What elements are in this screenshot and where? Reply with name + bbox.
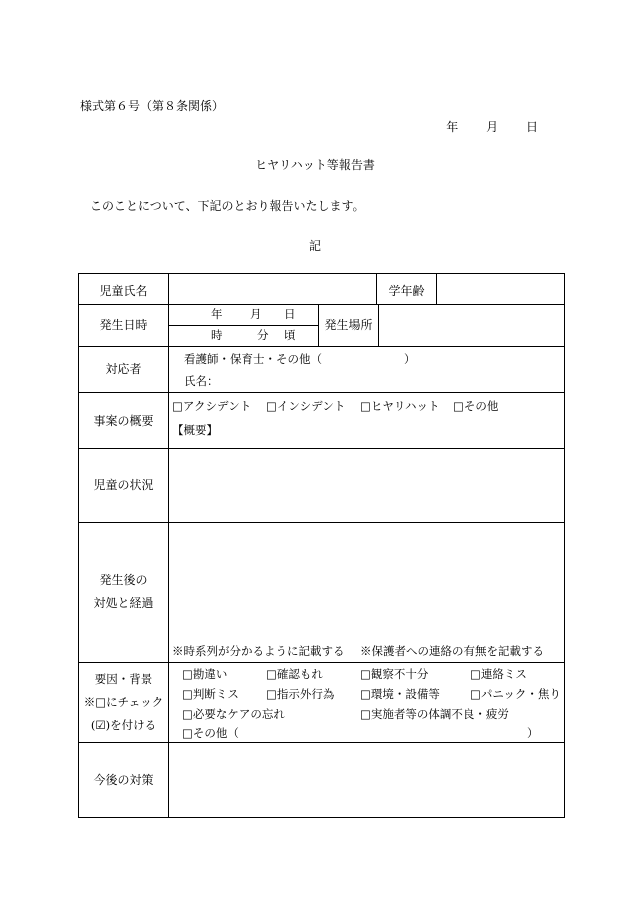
row-divider	[79, 522, 564, 523]
form-number: 様式第６号（第８条関係）	[80, 99, 225, 113]
cause-option: □連絡ミス	[470, 667, 527, 681]
document-title: ヒヤリハット等報告書	[255, 158, 375, 172]
cause-label-line2: ※□にチェック	[83, 695, 164, 709]
date-day: 日	[525, 120, 538, 134]
row-divider	[79, 346, 564, 347]
grade-divider	[436, 274, 437, 304]
grade-label: 学年齢	[388, 284, 425, 298]
date-month: 月	[486, 120, 499, 134]
child-status-label: 児童の状況	[93, 478, 154, 492]
time-approx-field: 頃	[284, 328, 296, 342]
summary-option-hiyarihatto: □ヒヤリハット	[360, 399, 440, 413]
cause-option: □勘違い	[182, 667, 228, 681]
place-label: 発生場所	[324, 318, 373, 332]
cause-label	[79, 668, 168, 737]
intro-text: このことについて、下記のとおり報告いたします。	[90, 199, 365, 213]
cause-option: □指示外行為	[266, 687, 335, 701]
responder-label: 対応者	[105, 362, 142, 376]
aftermath-note-timeline: ※時系列が分かるように記載する	[172, 644, 345, 658]
date-time-divider	[169, 325, 318, 326]
row-divider	[79, 662, 564, 663]
cause-option: □確認もれ	[266, 667, 323, 681]
responder-role: 看護師・保育士・その他（	[184, 352, 322, 366]
report-table	[78, 273, 565, 818]
aftermath-label-line2: 対処と経過	[93, 595, 154, 610]
child-name-label: 児童氏名	[99, 284, 148, 298]
cause-option: □観察不十分	[360, 667, 429, 681]
report-date	[446, 118, 538, 135]
future-measures-label: 今後の対策	[93, 773, 154, 787]
cause-label-line1: 要因・背景	[94, 672, 153, 686]
date-year-field: 年	[211, 307, 223, 321]
aftermath-label	[79, 569, 168, 615]
label-column-divider	[168, 274, 169, 817]
cause-option: □実施者等の体調不良・疲労	[360, 707, 509, 721]
cause-option: □必要なケアの忘れ	[182, 707, 285, 721]
cause-option: □環境・設備等	[360, 687, 440, 701]
datetime-label: 発生日時	[99, 318, 148, 332]
time-minute-field: 分	[257, 328, 269, 342]
aftermath-label-line1: 発生後の	[99, 573, 148, 587]
summary-option-incident: □インシデント	[266, 399, 346, 413]
place-divider	[378, 304, 379, 346]
time-hour-field: 時	[211, 328, 223, 342]
row-divider	[79, 304, 564, 305]
responder-name: 氏名：	[184, 374, 219, 388]
row-divider	[79, 448, 564, 449]
date-day-field: 日	[284, 307, 296, 321]
cause-option: □パニック・焦り	[470, 687, 561, 701]
cause-option-other-close: ）	[527, 726, 539, 740]
row-divider	[79, 392, 564, 393]
aftermath-note-guardian: ※保護者への連絡の有無を記載する	[360, 644, 544, 658]
cause-option-other: □その他（	[182, 726, 239, 740]
summary-option-accident: □アクシデント	[172, 399, 252, 413]
summary-subheading: 【概要】	[172, 423, 218, 437]
ki-heading: 記	[308, 239, 321, 253]
cause-label-line3: (☑)を付ける	[90, 718, 157, 732]
summary-label: 事案の概要	[93, 414, 154, 428]
row-divider	[79, 742, 564, 743]
cause-option: □判断ミス	[182, 687, 239, 701]
date-month-field: 月	[250, 307, 262, 321]
summary-option-other: □その他	[453, 399, 499, 413]
date-year: 年	[446, 120, 459, 134]
responder-role-close: ）	[404, 352, 416, 366]
